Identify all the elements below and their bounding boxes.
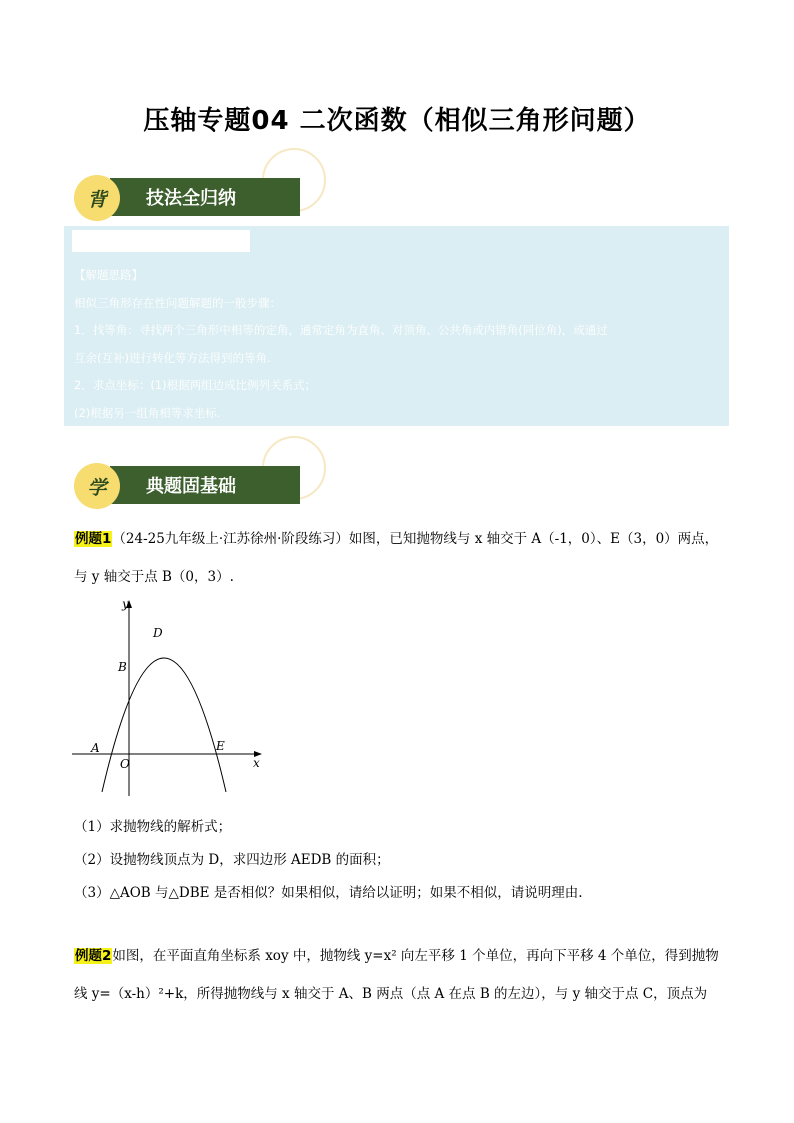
tips-line: 2．求点坐标：(1)根据两组边成比例列关系式； — [74, 378, 317, 392]
example-tag: 例题2 — [75, 948, 112, 964]
tips-heading: 【解题思路】 — [74, 268, 143, 282]
example-tag: 例题1 — [75, 531, 112, 547]
y-axis-label: y — [122, 597, 129, 611]
section-title: 技法全归纳 — [110, 178, 300, 216]
parabola-graph — [72, 596, 272, 796]
tips-line: (2)根据另一组角相等求坐标. — [74, 405, 221, 420]
example2-line2: 线 y=（x-h）²+k，所得抛物线与 x 轴交于 A、B 两点（点 A 在点 B 的左边），与 y 轴交于点 C，顶点为 — [74, 986, 708, 1002]
section-banner-examples — [74, 463, 304, 507]
page-title: 压轴专题04 二次函数（相似三角形问题） — [143, 106, 651, 136]
point-B-label: B — [118, 660, 127, 674]
example1-question1: （1）求抛物线的解析式； — [74, 819, 232, 835]
tips-header-bar — [72, 230, 250, 252]
example2-text: 如图，在平面直角坐标系 xoy 中，抛物线 y=x² 向左平移 1 个单位，再向下平移 4 个单位，得到抛物 — [112, 948, 719, 964]
example1-question2: （2）设抛物线顶点为 D，求四边形 AEDB 的面积； — [74, 852, 390, 868]
tips-line: 1．找等角：寻找两个三角形中相等的定角，通常定角为直角、对顶角、公共角或内错角(同位角)，或通过 — [74, 323, 608, 337]
example2-line1 — [74, 944, 719, 964]
section-title: 典题固基础 — [110, 466, 300, 504]
tips-box — [64, 226, 729, 426]
parabola-curve — [102, 658, 226, 792]
point-D-label: D — [153, 626, 163, 640]
example1-question3: （3）△AOB 与△DBE 是否相似？如果相似，请给以证明；如果不相似，请说明理由. — [74, 885, 583, 901]
example1-line1 — [74, 527, 718, 547]
point-E-label: E — [216, 739, 225, 753]
section-banner-techniques — [74, 175, 304, 219]
section-badge: 学 — [74, 463, 120, 509]
example1-text: （24-25九年级上·江苏徐州·阶段练习）如图，已知抛物线与 x 轴交于 A（-1，0）、E（3，0）两点， — [112, 531, 719, 547]
x-axis-label: x — [253, 756, 260, 770]
origin-label: O — [120, 757, 130, 771]
tips-line: 相似三角形存在性问题解题的一般步骤： — [74, 295, 281, 310]
tips-line: 互余(互补)进行转化等方法得到的等角. — [74, 350, 271, 365]
example1-line2: 与 y 轴交于点 B（0，3）. — [74, 569, 234, 585]
section-badge: 背 — [74, 175, 120, 221]
point-A-label: A — [91, 741, 100, 755]
